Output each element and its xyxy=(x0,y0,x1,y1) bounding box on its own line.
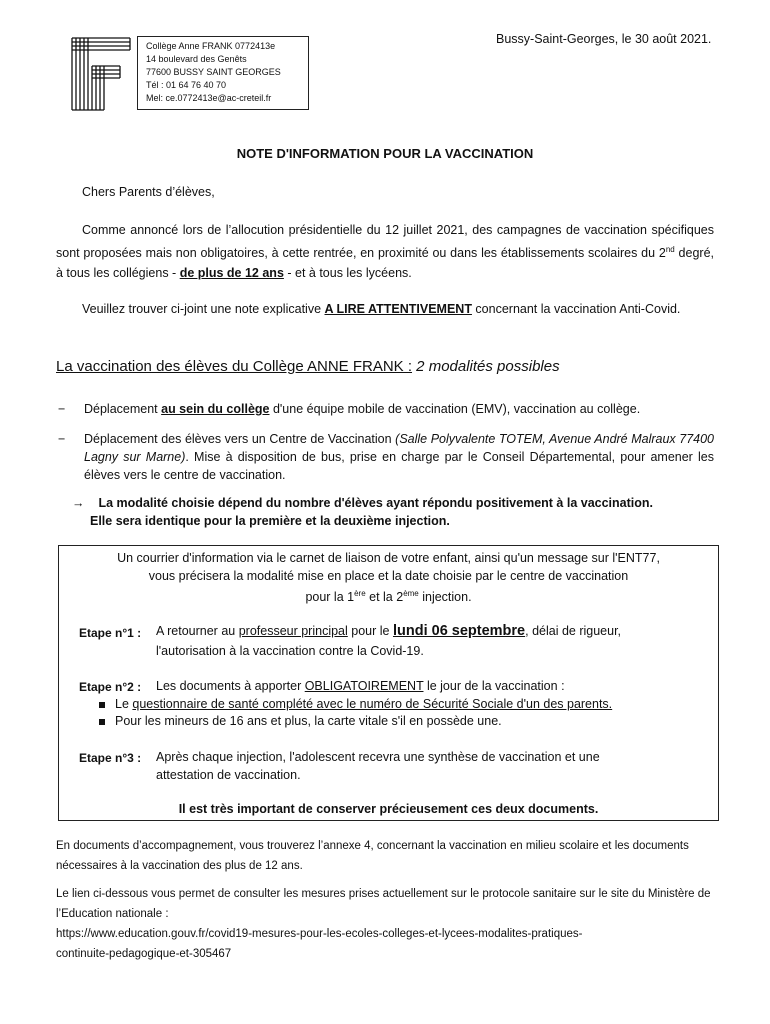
bullet2-text-a: Déplacement des élèves vers un Centre de Vaccination xyxy=(84,432,396,446)
school-name: Collège Anne FRANK 0772413e xyxy=(146,41,276,51)
step1-deadline: lundi 06 septembre xyxy=(392,623,526,639)
school-street: 14 boulevard des Genêts xyxy=(146,54,247,64)
bullet-college xyxy=(58,400,714,420)
section-heading xyxy=(56,358,560,375)
step2-b: le jour de la vaccination : xyxy=(423,679,565,693)
step3-label: Etape n°3 : xyxy=(79,751,142,765)
step1-b: pour le xyxy=(347,624,393,638)
paragraph-note xyxy=(56,299,714,319)
footer-link-intro: Le lien ci-dessous vous permet de consulter les mesures prises actuellement sur le protocole sanitaire sur le site du Ministère de l’Education nationale : xyxy=(56,888,711,920)
greeting: Chers Parents d’élèves, xyxy=(82,185,215,199)
para1-text-c: - et à tous les lycéens. xyxy=(283,266,412,281)
step2-item1-u: questionnaire de santé complété avec le numéro de Sécurité Sociale d'un des parents. xyxy=(132,697,613,711)
step3-line-2: attestation de vaccination. xyxy=(156,768,301,782)
bullet2-text-b: . Mise à disposition de bus, prise en charge par le Conseil Départemental, pour amener les élèves vers le centre de vaccination. xyxy=(84,450,714,482)
step1-line-2: l'autorisation à la vaccination contre la Covid-19. xyxy=(156,644,424,658)
square-bullet-icon xyxy=(99,702,105,708)
paragraph-announcement xyxy=(56,220,714,283)
step2-item-questionnaire xyxy=(99,695,612,713)
section-heading-sub: 2 modalités possibles xyxy=(412,358,560,375)
step2-item-carte-vitale xyxy=(99,712,502,730)
step2-item1-a: Le xyxy=(115,697,133,711)
step2-obligatoire: OBLIGATOIREMENT xyxy=(304,679,424,693)
step1-c: , délai de rigueur, xyxy=(525,624,622,638)
note-line-2: Elle sera identique pour la première et la deuxième injection. xyxy=(90,514,450,528)
document-title: NOTE D'INFORMATION POUR LA VACCINATION xyxy=(236,146,534,161)
bullet2-location: (Salle Polyvalente TOTEM, Avenue André Malraux 77400 Lagny sur Marne) xyxy=(84,432,714,464)
box-intro-line-2: vous précisera la modalité mise en place et la date choisie par le centre de vaccination xyxy=(148,569,629,583)
para1-age-emphasis: de plus de 12 ans xyxy=(179,266,284,281)
step2-a: Les documents à apporter xyxy=(156,679,305,693)
ministry-link-line-1[interactable]: https://www.education.gouv.fr/covid19-mesures-pour-les-ecoles-colleges-et-lycees-modalites-pratiques- xyxy=(56,928,583,940)
intro3-c: injection. xyxy=(418,590,472,605)
school-city: 77600 BUSSY SAINT GEORGES xyxy=(146,67,281,77)
intro3-sup2: ème xyxy=(403,589,419,598)
para1-text-a: Comme annoncé lors de l’allocution présidentielle du 12 juillet 2021, des campagnes de vaccination spécifiques sont proposées mais non obligatoires, à cette rentrée, en proximité ou dans les établissements scolaires du 2 xyxy=(56,223,714,261)
footer-annex-paragraph: En documents d’accompagnement, vous trouverez l’annexe 4, concernant la vaccination en milieu scolaire et les documents nécessaires à la vaccination des plus de 12 ans. xyxy=(56,840,689,872)
step1-text xyxy=(156,622,710,640)
bullet1-text-a: Déplacement xyxy=(84,402,162,416)
step1-a: A retourner au xyxy=(156,624,239,638)
square-bullet-icon xyxy=(99,719,105,725)
bullet1-text-b: d'une équipe mobile de vaccination (EMV), vaccination au collège. xyxy=(269,402,641,416)
step2-item2: Pour les mineurs de 16 ans et plus, la carte vitale s'il en possède une. xyxy=(115,714,502,728)
para1-sup: nd xyxy=(665,245,675,254)
box-intro-line-1: Un courrier d'information via le carnet de liaison de votre enfant, ainsi qu'un message sur l'ENT77, xyxy=(117,551,660,565)
section-heading-main: La vaccination des élèves du Collège ANNE FRANK : xyxy=(56,358,413,375)
bullet-dash: − xyxy=(58,432,66,446)
box-intro-line-3 xyxy=(59,585,718,606)
step1-recipient: professeur principal xyxy=(238,624,348,638)
intro3-a: pour la 1 xyxy=(305,590,355,605)
bullet1-emphasis: au sein du collège xyxy=(161,402,270,416)
step2-label: Etape n°2 : xyxy=(79,680,142,694)
step2-text xyxy=(156,677,565,695)
para2-text-a: Veuillez trouver ci-joint une note explicative xyxy=(82,302,325,316)
school-address-box xyxy=(137,36,309,110)
para2-emphasis: A LIRE ATTENTIVEMENT xyxy=(324,302,472,316)
important-notice: Il est très important de conserver précieusement ces deux documents. xyxy=(178,802,599,816)
school-phone: Tél : 01 64 76 40 70 xyxy=(146,80,227,90)
intro3-b: et la 2 xyxy=(365,590,404,605)
step1-label: Etape n°1 : xyxy=(79,626,142,640)
school-logo xyxy=(70,36,132,112)
para2-text-b: concernant la vaccination Anti-Covid. xyxy=(471,302,681,316)
intro3-sup1: ère xyxy=(354,589,366,598)
bullet-dash: − xyxy=(58,402,66,416)
ministry-link-line-2[interactable]: continuite-pedagogique-et-305467 xyxy=(56,948,232,960)
para1-text-b: degré, à tous les collégiens - xyxy=(56,246,714,281)
bullet-centre xyxy=(58,430,714,486)
procedure-box xyxy=(58,545,719,821)
school-email: Mel: ce.0772413e@ac-creteil.fr xyxy=(146,93,272,103)
note-line-1: La modalité choisie dépend du nombre d'élèves ayant répondu positivement à la vaccination. xyxy=(98,496,653,510)
step3-line-1: Après chaque injection, l'adolescent recevra une synthèse de vaccination et une xyxy=(156,750,600,764)
modality-note xyxy=(72,494,732,530)
letter-date: Bussy-Saint-Georges, le 30 août 2021. xyxy=(496,32,712,46)
arrow-icon: → xyxy=(72,496,85,510)
